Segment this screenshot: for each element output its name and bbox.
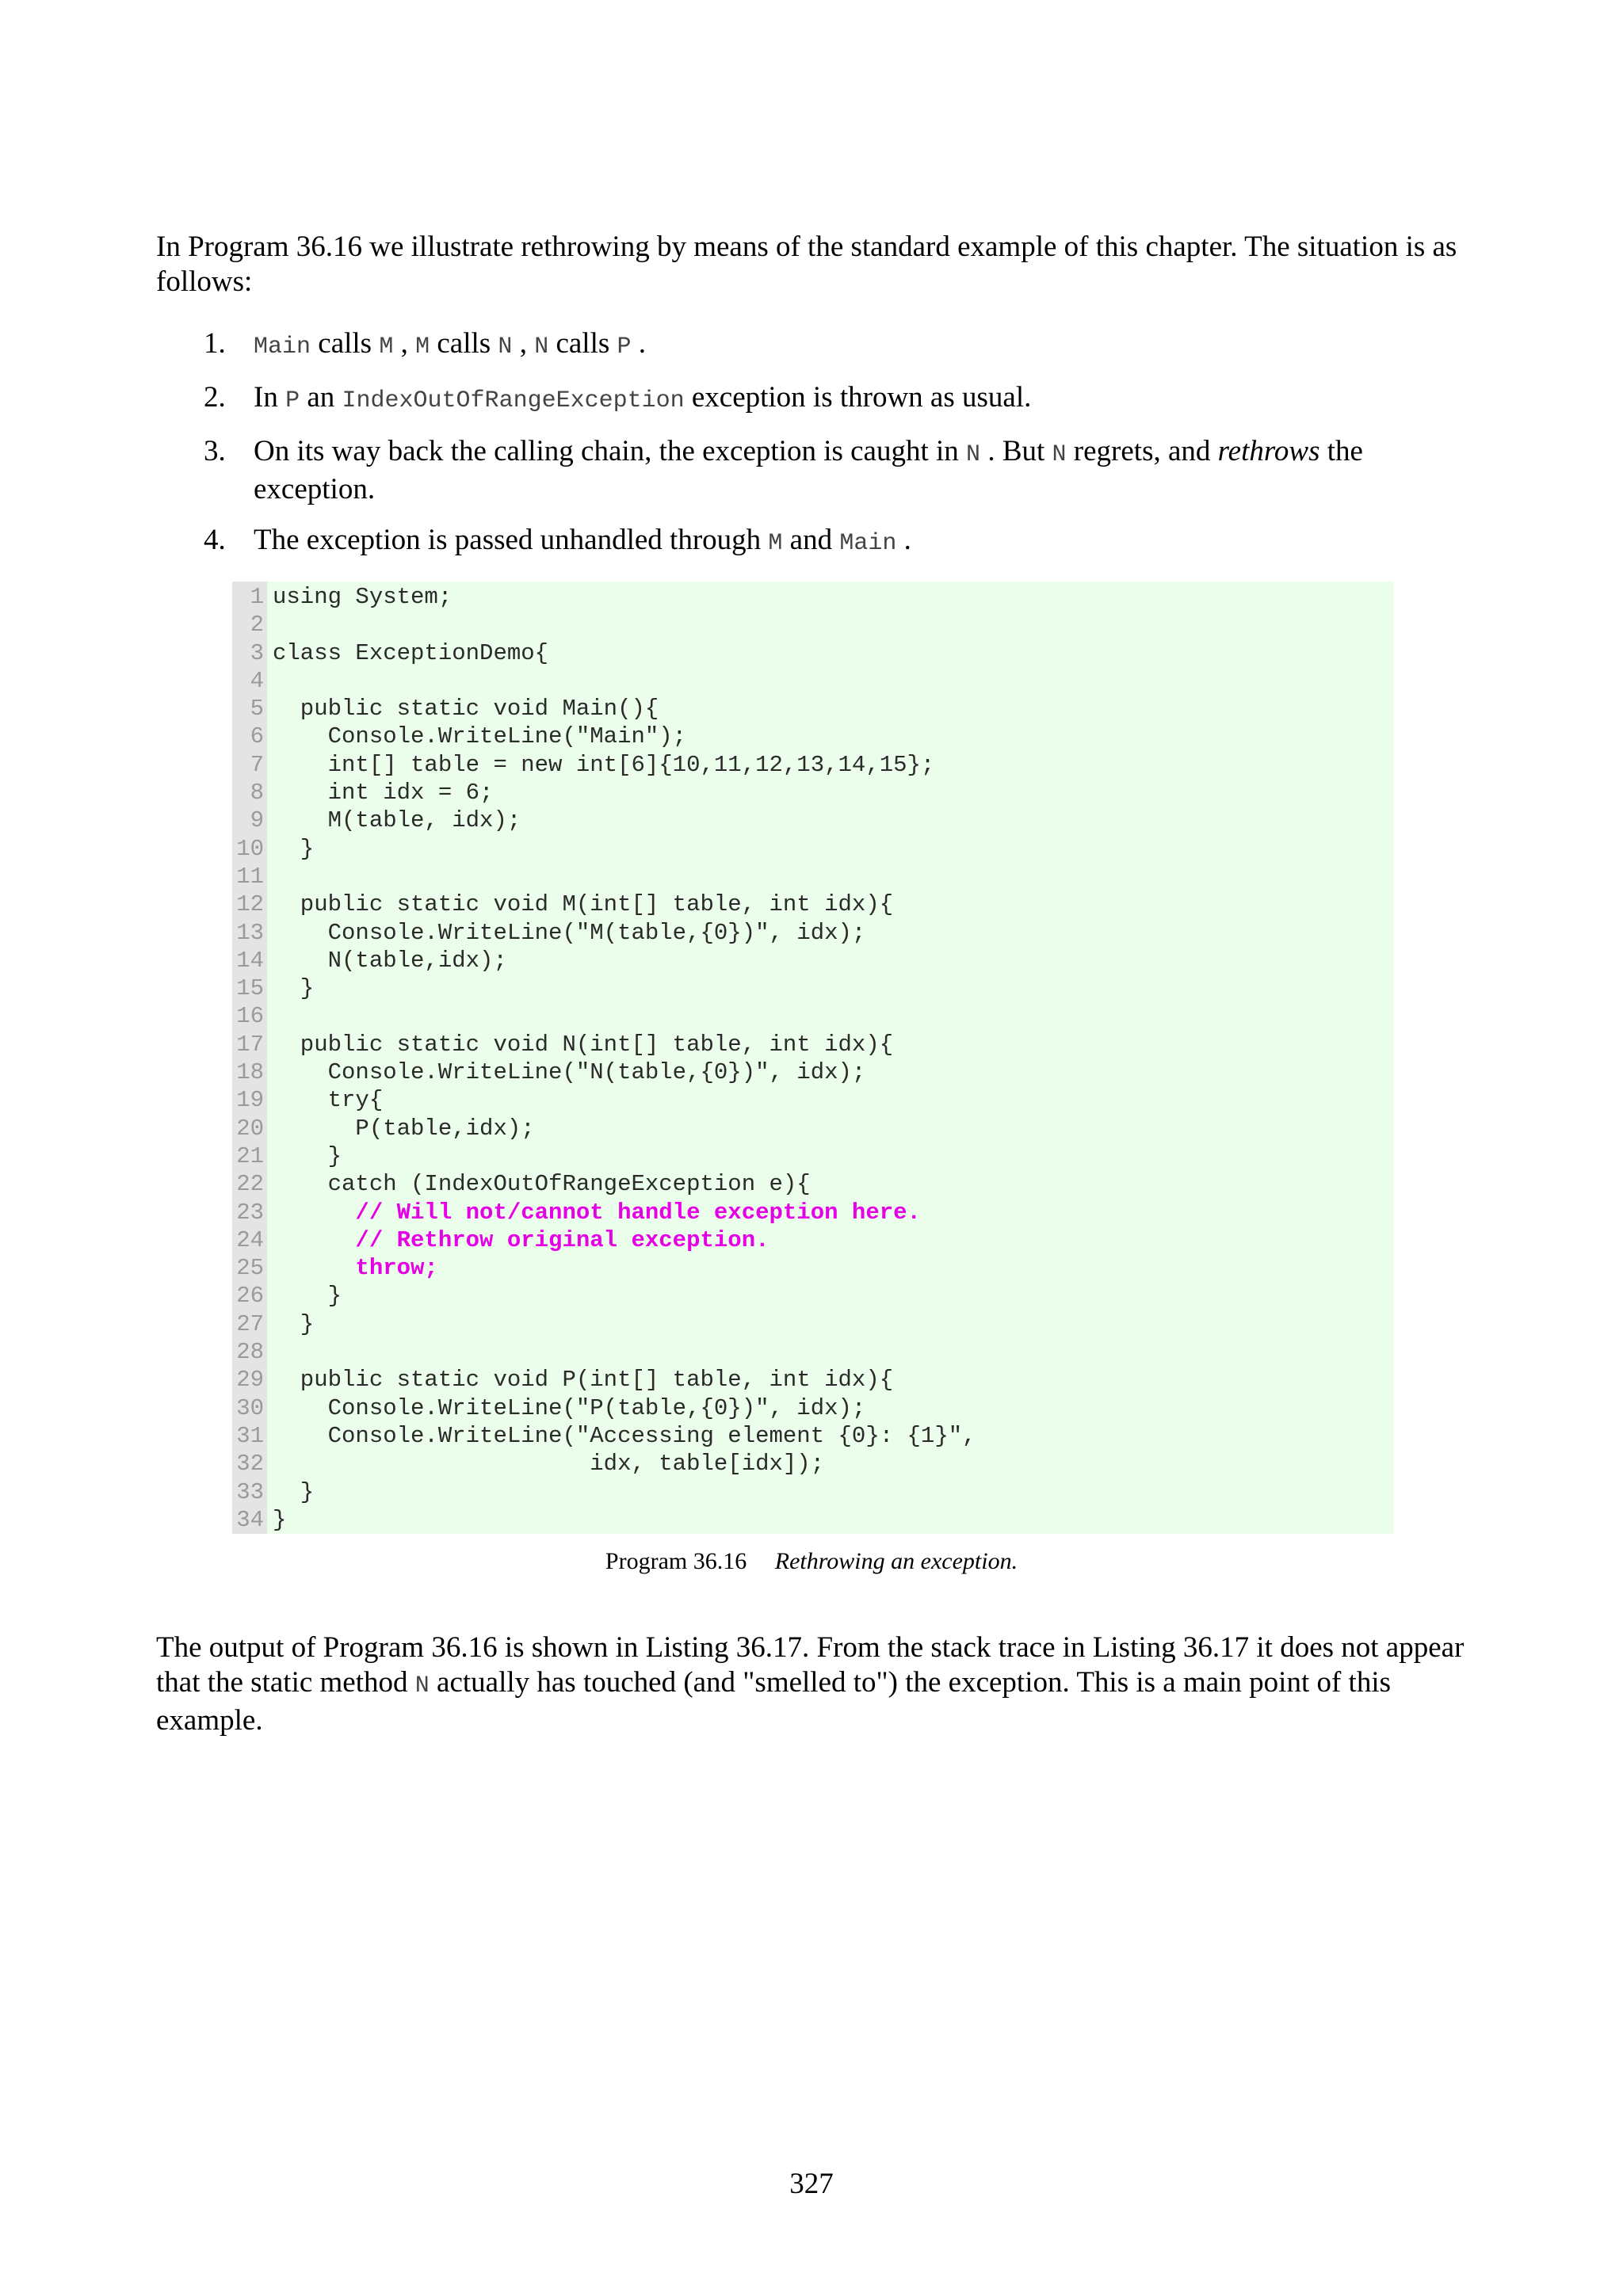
line-number: 14 [236,947,264,974]
line-number: 25 [236,1255,264,1282]
line-number: 4 [250,667,264,694]
line-number: 1 [250,584,264,610]
text-run: . But [980,435,1052,467]
line-number: 26 [236,1283,264,1310]
list-item [156,380,1487,418]
code-line: } [273,1142,342,1169]
code-line: } [273,835,315,862]
line-number: 3 [250,639,264,666]
code-line: int[] table = new int[6]{10,11,12,13,14,15}; [273,751,935,778]
line-number: 16 [236,1003,264,1030]
page-body [156,230,1487,577]
code-line: public static void P(int[] table, int idx){ [273,1367,894,1394]
code-line: } [273,1310,315,1337]
code-line: } [273,975,315,1002]
code-line: public static void N(int[] table, int idx){ [273,1031,894,1058]
code-line [273,1002,1393,1030]
code-block [267,582,1393,1534]
line-number: 15 [236,975,264,1002]
text-run: actually has touched (and "smelled to") the exception. This is a main point of this example. [156,1666,1392,1737]
text-run: an [300,381,342,414]
inline-code: N [534,334,549,360]
line-number: 9 [250,807,264,834]
code-line: } [273,1506,287,1533]
list-item [156,523,1487,561]
code-line: class ExceptionDemo{ [273,639,549,666]
inline-code: P [617,334,632,360]
list-item-number: 3. [204,435,226,467]
code-line: Console.WriteLine("N(table,{0})", idx); [273,1059,866,1086]
line-number: 11 [236,863,264,890]
intro-paragraph: In Program 36.16 we illustrate rethrowing by means of the standard example of this chapter. The situation is as follows: [156,231,1457,298]
list-item [156,434,1487,507]
line-number: 19 [236,1087,264,1114]
inline-code: M [768,530,783,557]
code-line: using System; [273,584,453,610]
inline-code: M [415,334,430,360]
code-line [273,611,1393,639]
code-line: Console.WriteLine("Accessing element {0}: {1}", [273,1422,976,1449]
list-item-number: 4. [204,524,226,556]
line-number: 34 [236,1506,264,1533]
line-number: 7 [250,751,264,778]
line-number: 17 [236,1031,264,1058]
text-run: and [782,524,840,556]
code-line [273,1338,1393,1366]
inline-code: P [285,387,300,414]
line-number: 28 [236,1339,264,1366]
inline-code: Main [839,530,897,557]
code-line: Console.WriteLine("Main"); [273,723,687,750]
code-line: throw; [273,1255,438,1282]
line-number: 30 [236,1394,264,1421]
code-line: public static void Main(){ [273,696,659,723]
inline-code: N [966,441,981,468]
line-number: 13 [236,919,264,946]
text-run: . [896,524,911,556]
code-line: } [273,1478,315,1505]
code-line: // Rethrow original exception. [273,1226,769,1253]
line-number: 22 [236,1171,264,1198]
line-number: 8 [250,780,264,807]
code-line: // Will not/cannot handle exception here. [273,1199,921,1226]
code-line: P(table,idx); [273,1115,535,1142]
code-line [273,667,1393,695]
text-run: On its way back the calling chain, the exception is caught in [254,435,967,467]
line-number: 32 [236,1451,264,1478]
inline-code: Main [254,334,311,360]
line-number: 2 [250,612,264,639]
after-program [156,1630,1487,1738]
after-paragraph [156,1630,1487,1738]
line-number: 27 [236,1310,264,1337]
program-listing [232,582,1393,1534]
code-line: try{ [273,1087,384,1114]
line-number: 21 [236,1142,264,1169]
text-run: , [512,327,535,360]
text-run: regrets, and [1066,435,1218,467]
page-number: 327 [789,2168,834,2200]
line-number: 33 [236,1478,264,1505]
code-line: public static void M(int[] table, int idx){ [273,891,894,918]
line-number: 12 [236,891,264,918]
inline-code: N [1052,441,1067,468]
code-line: N(table,idx); [273,947,507,974]
line-number: 20 [236,1115,264,1142]
text-run: . [631,327,647,360]
line-number: 10 [236,835,264,862]
line-number-gutter [232,582,267,1534]
code-line: catch (IndexOutOfRangeException e){ [273,1171,811,1198]
caption-title: Rethrowing an exception. [774,1548,1018,1574]
text-run: calls [311,327,380,360]
text-run: The output of Program 36.16 is shown in Listing 36.17. From the stack trace in Listing 36.17 it does not appear that the static method [156,1631,1465,1699]
text-run: In [254,381,286,414]
text-run: The exception is passed unhandled through [254,524,769,556]
emphasis-text: rethrows [1217,435,1320,467]
list-item-number: 1. [204,327,226,360]
line-number: 31 [236,1422,264,1449]
line-number: 6 [250,723,264,750]
code-line: idx, table[idx]); [273,1451,825,1478]
text-run: the exception. [254,435,1363,505]
code-line: Console.WriteLine("M(table,{0})", idx); [273,919,866,946]
line-number: 18 [236,1059,264,1086]
text-run: , [393,327,416,360]
program-caption [0,1547,1623,1576]
line-number: 5 [250,696,264,723]
inline-code: N [498,334,513,360]
text-run: exception is thrown as usual. [684,381,1032,414]
list-item [156,326,1487,364]
text-run: calls [548,327,617,360]
inline-code: N [414,1672,430,1699]
code-line: int idx = 6; [273,780,494,807]
code-line: } [273,1283,342,1310]
caption-label: Program 36.16 [605,1548,747,1574]
inline-code: IndexOutOfRangeException [342,387,685,414]
line-number: 24 [236,1226,264,1253]
code-line [273,863,1393,891]
line-number: 23 [236,1199,264,1226]
code-line: Console.WriteLine("P(table,{0})", idx); [273,1394,866,1421]
code-line: M(table, idx); [273,807,521,834]
line-number: 29 [236,1367,264,1394]
text-run: calls [430,327,498,360]
inline-code: M [379,334,394,360]
list-item-number: 2. [204,381,226,414]
steps-list [156,326,1487,561]
